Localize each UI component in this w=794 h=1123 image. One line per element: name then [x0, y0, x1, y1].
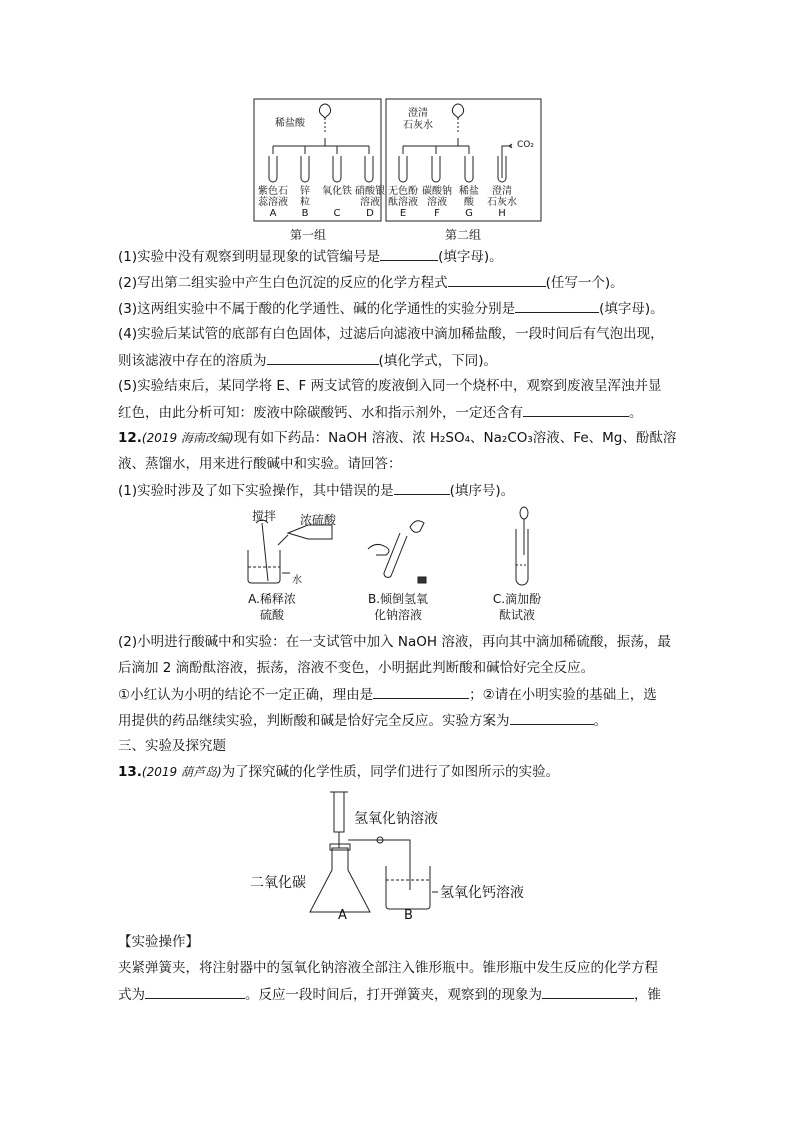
q11-part4b: 则该滤液中存在的溶质为 (填化学式，下同)。 — [118, 350, 497, 371]
answer-blank[interactable] — [380, 246, 438, 261]
tube-label-e: 无色酚 酞溶液 E — [388, 186, 418, 219]
co2-gas-label: 二氧化碳 — [250, 875, 306, 891]
beaker-icon — [248, 520, 332, 583]
q11-part3: (3)这两组实验中不属于酸的化学通性、碱的化学通性的实验分别是 (填字母)。 — [118, 298, 664, 319]
fig-apparatus — [250, 786, 550, 926]
answer-blank[interactable] — [373, 684, 469, 699]
answer-blank[interactable] — [515, 298, 599, 313]
q12-part2a: (2)小明进行酸碱中和实验：在一支试管中加入 NaOH 溶液，再向其中滴加稀硫酸，振荡，最 — [118, 634, 671, 650]
q12-part1: (1)实验时涉及了如下实验操作，其中错误的是 (填序号)。 — [118, 480, 514, 501]
answer-blank[interactable] — [542, 984, 634, 999]
q13-op2: 式为 。反应一段时间后，打开弹簧夹，观察到的现象为 ，锥 — [118, 984, 661, 1005]
section-heading: 三、实验及探究题 — [118, 738, 226, 754]
q12-intro2: 液、蒸馏水，用来进行酸碱中和实验。请回答： — [118, 456, 402, 472]
q11-part4a: (4)实验后某试管的底部有白色固体，过滤后向滤液中滴加稀盐酸，一段时间后有气泡出现， — [118, 326, 664, 342]
dropper-icon — [516, 507, 528, 585]
flask-icon — [310, 848, 370, 912]
tube-label-g: 稀盐 酸 G — [459, 186, 479, 219]
answer-blank[interactable] — [510, 710, 594, 725]
label-a: A — [338, 908, 347, 923]
naoh-label: 氢氧化钠溶液 — [354, 811, 438, 827]
tube-label-c: 氧化铁 C — [322, 186, 352, 219]
water-label: 水 — [292, 575, 302, 586]
tube-label-a: 紫色石 蕊溶液 A — [258, 186, 288, 219]
tube-label-h: 澄清 石灰水 H — [487, 186, 517, 219]
q12-intro1: 12.(2019 海南改编)现有如下药品：NaOH 溶液、浓 H₂SO₄、Na₂CO₃溶液、Fe、Mg、酚酞溶 — [118, 430, 677, 446]
conc-acid-label: 浓硫酸 — [300, 513, 337, 527]
test-tube-icon — [368, 521, 426, 583]
label-b: B — [404, 908, 413, 923]
answer-blank[interactable] — [448, 272, 546, 287]
base-label: 澄清 石灰水 — [403, 108, 433, 131]
tube-label-d: 硝酸银 溶液 D — [355, 186, 385, 219]
acid-label: 稀盐酸 — [275, 118, 305, 129]
q13-op1: 夹紧弹簧夹，将注射器中的氢氧化钠溶液全部注入锥形瓶中。锥形瓶中发生反应的化学方程 — [118, 960, 658, 976]
q12-part3b: 用提供的药品继续实验，判断酸和碱是恰好完全反应。实验方案为 。 — [118, 710, 607, 731]
syringe-icon — [334, 792, 344, 832]
beaker-icon — [386, 866, 430, 909]
co2-label: CO₂ — [517, 140, 534, 150]
q11-part1: (1)实验中没有观察到明显现象的试管编号是 (填字母)。 — [118, 246, 503, 267]
answer-blank[interactable] — [523, 402, 629, 417]
apparatus-diagram — [250, 786, 550, 926]
q11-part2: (2)写出第二组实验中产生白色沉淀的反应的化学方程式 (任写一个)。 — [118, 272, 624, 293]
group1-caption: 第一组 — [290, 228, 327, 242]
q11-part5a: (5)实验结束后，某同学将 E、F 两支试管的废液倒入同一个烧杯中，观察到废液呈浑浊并显 — [118, 378, 662, 394]
tube-label-b: 锌 粒 B — [300, 186, 310, 219]
q12-part3a: ①小红认为小明的结论不一定正确，理由是 ；②请在小明实验的基础上，选 — [118, 684, 657, 705]
caoh-label: 氢氧化钙溶液 — [440, 885, 524, 901]
dropper-icon — [319, 104, 330, 134]
stir-label: 搅拌 — [252, 509, 277, 523]
answer-blank[interactable] — [267, 350, 379, 365]
q13-intro: 13.(2019 葫芦岛)为了探究碱的化学性质，同学们进行了如图所示的实验。 — [118, 764, 560, 780]
op-title: 【实验操作】 — [118, 934, 199, 950]
caption-b: B.倾倒氢氧 化钠溶液 — [367, 592, 429, 622]
group2-caption: 第二组 — [445, 228, 482, 242]
q11-part5b: 红色，由此分析可知：废液中除碳酸钙、水和指示剂外，一定还含有 。 — [118, 402, 643, 423]
answer-blank[interactable] — [145, 984, 245, 999]
caption-a: A.稀释浓 硫酸 — [248, 592, 296, 622]
dropper-icon — [452, 104, 463, 134]
fig-test-tubes — [253, 98, 543, 224]
fig-operations — [238, 505, 558, 627]
answer-blank[interactable] — [394, 480, 450, 495]
tube-label-f: 碳酸钠 溶液 F — [422, 186, 452, 219]
q12-part2b: 后滴加 2 滴酚酞溶液，振荡，溶液不变色，小明据此判断酸和碱恰好完全反应。 — [118, 660, 595, 676]
caption-c: C.滴加酚 酞试液 — [492, 592, 542, 622]
